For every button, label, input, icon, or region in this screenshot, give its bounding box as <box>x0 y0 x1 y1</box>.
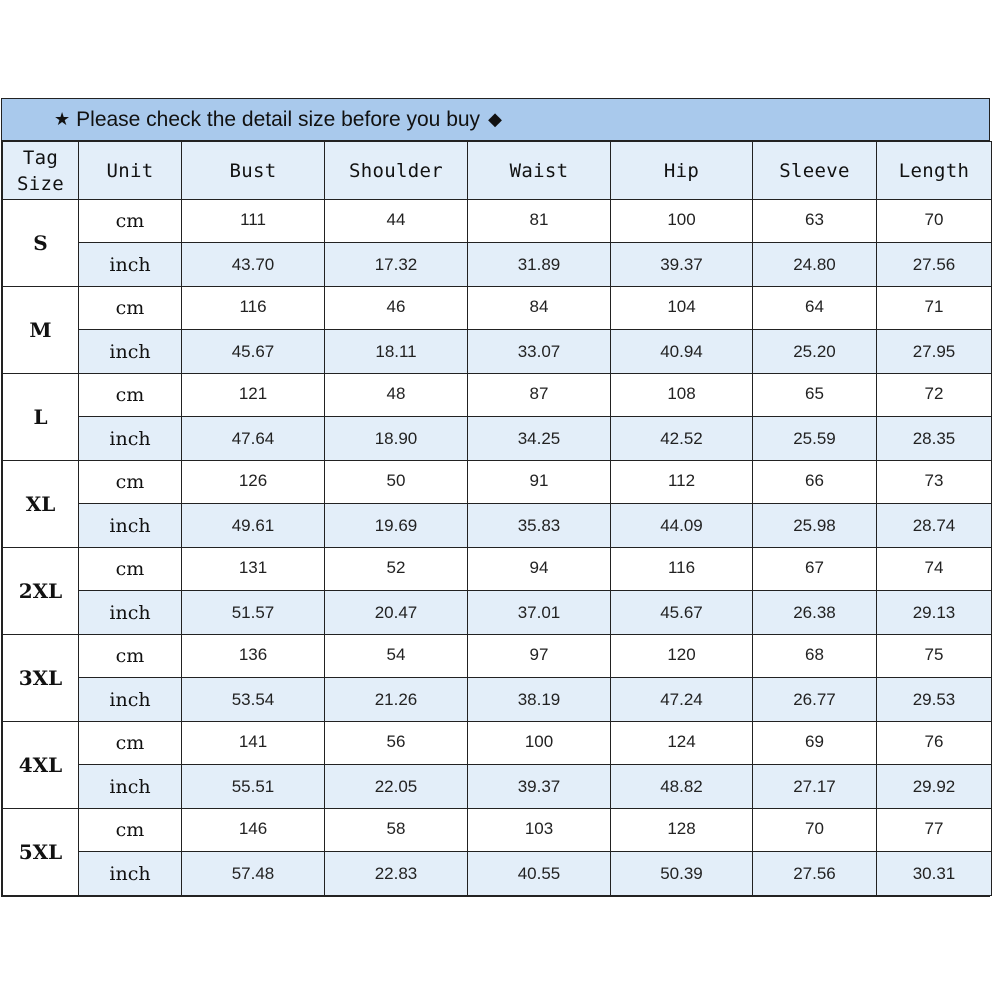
waist-value-cell: 31.89 <box>468 243 611 287</box>
table-row <box>3 504 992 548</box>
waist-value-cell: 91 <box>468 461 611 504</box>
header-length: Length <box>877 142 992 200</box>
unit-cell: inch <box>79 243 182 287</box>
length-value-cell: 71 <box>877 287 992 330</box>
bust-value-cell: 43.70 <box>182 243 325 287</box>
hip-value-cell: 104 <box>611 287 753 330</box>
unit-cell: inch <box>79 330 182 374</box>
bust-value-cell: 51.57 <box>182 591 325 635</box>
size-chart <box>1 98 990 897</box>
table-row <box>3 374 992 417</box>
header-tag-line2: Size <box>17 172 64 195</box>
bust-value-cell: 45.67 <box>182 330 325 374</box>
sleeve-value-cell: 69 <box>753 722 877 765</box>
bust-value-cell: 55.51 <box>182 765 325 809</box>
sleeve-value-cell: 25.59 <box>753 417 877 461</box>
bust-value-cell: 141 <box>182 722 325 765</box>
sleeve-value-cell: 25.20 <box>753 330 877 374</box>
shoulder-value-cell: 18.11 <box>325 330 468 374</box>
shoulder-value-cell: 19.69 <box>325 504 468 548</box>
unit-cell: cm <box>79 200 182 243</box>
waist-value-cell: 37.01 <box>468 591 611 635</box>
hip-value-cell: 47.24 <box>611 678 753 722</box>
sleeve-value-cell: 70 <box>753 809 877 852</box>
sleeve-value-cell: 63 <box>753 200 877 243</box>
bust-value-cell: 47.64 <box>182 417 325 461</box>
sleeve-value-cell: 27.17 <box>753 765 877 809</box>
bust-value-cell: 126 <box>182 461 325 504</box>
star-icon: ★ <box>54 109 71 129</box>
table-row <box>3 548 992 591</box>
size-tag-cell: 3XL <box>3 635 79 722</box>
length-value-cell: 29.92 <box>877 765 992 809</box>
shoulder-value-cell: 22.05 <box>325 765 468 809</box>
hip-value-cell: 124 <box>611 722 753 765</box>
table-row <box>3 635 992 678</box>
length-value-cell: 30.31 <box>877 852 992 896</box>
shoulder-value-cell: 21.26 <box>325 678 468 722</box>
unit-cell: cm <box>79 374 182 417</box>
bust-value-cell: 49.61 <box>182 504 325 548</box>
header-tag-size <box>3 142 79 200</box>
diamond-icon: ◆ <box>488 109 502 129</box>
waist-value-cell: 84 <box>468 287 611 330</box>
shoulder-value-cell: 48 <box>325 374 468 417</box>
shoulder-value-cell: 52 <box>325 548 468 591</box>
sleeve-value-cell: 64 <box>753 287 877 330</box>
hip-value-cell: 120 <box>611 635 753 678</box>
header-row <box>3 142 992 200</box>
hip-value-cell: 128 <box>611 809 753 852</box>
waist-value-cell: 34.25 <box>468 417 611 461</box>
table-row <box>3 678 992 722</box>
shoulder-value-cell: 58 <box>325 809 468 852</box>
table-row <box>3 330 992 374</box>
waist-value-cell: 103 <box>468 809 611 852</box>
length-value-cell: 27.56 <box>877 243 992 287</box>
length-value-cell: 73 <box>877 461 992 504</box>
sleeve-value-cell: 68 <box>753 635 877 678</box>
waist-value-cell: 81 <box>468 200 611 243</box>
waist-value-cell: 100 <box>468 722 611 765</box>
size-tag-cell: 5XL <box>3 809 79 896</box>
sleeve-value-cell: 26.77 <box>753 678 877 722</box>
unit-cell: cm <box>79 635 182 678</box>
bust-value-cell: 111 <box>182 200 325 243</box>
bust-value-cell: 136 <box>182 635 325 678</box>
length-value-cell: 74 <box>877 548 992 591</box>
shoulder-value-cell: 56 <box>325 722 468 765</box>
hip-value-cell: 112 <box>611 461 753 504</box>
sleeve-value-cell: 67 <box>753 548 877 591</box>
header-waist: Waist <box>468 142 611 200</box>
sleeve-value-cell: 66 <box>753 461 877 504</box>
length-value-cell: 77 <box>877 809 992 852</box>
hip-value-cell: 44.09 <box>611 504 753 548</box>
sleeve-value-cell: 25.98 <box>753 504 877 548</box>
waist-value-cell: 40.55 <box>468 852 611 896</box>
bust-value-cell: 146 <box>182 809 325 852</box>
header-tag-line1: Tag <box>22 146 59 169</box>
size-tag-cell: L <box>3 374 79 461</box>
length-value-cell: 29.13 <box>877 591 992 635</box>
hip-value-cell: 39.37 <box>611 243 753 287</box>
sleeve-value-cell: 24.80 <box>753 243 877 287</box>
table-row <box>3 722 992 765</box>
unit-cell: inch <box>79 504 182 548</box>
unit-cell: inch <box>79 417 182 461</box>
shoulder-value-cell: 22.83 <box>325 852 468 896</box>
header-shoulder: Shoulder <box>325 142 468 200</box>
length-value-cell: 28.35 <box>877 417 992 461</box>
header-hip: Hip <box>611 142 753 200</box>
hip-value-cell: 116 <box>611 548 753 591</box>
size-table <box>2 141 992 896</box>
shoulder-value-cell: 44 <box>325 200 468 243</box>
shoulder-value-cell: 46 <box>325 287 468 330</box>
header-bust: Bust <box>182 142 325 200</box>
waist-value-cell: 38.19 <box>468 678 611 722</box>
hip-value-cell: 108 <box>611 374 753 417</box>
unit-cell: cm <box>79 461 182 504</box>
length-value-cell: 76 <box>877 722 992 765</box>
table-row <box>3 591 992 635</box>
table-row <box>3 765 992 809</box>
bust-value-cell: 53.54 <box>182 678 325 722</box>
bust-value-cell: 131 <box>182 548 325 591</box>
size-tag-cell: 4XL <box>3 722 79 809</box>
waist-value-cell: 87 <box>468 374 611 417</box>
bust-value-cell: 121 <box>182 374 325 417</box>
table-row <box>3 287 992 330</box>
unit-cell: inch <box>79 852 182 896</box>
shoulder-value-cell: 50 <box>325 461 468 504</box>
size-tag-cell: S <box>3 200 79 287</box>
size-tag-cell: M <box>3 287 79 374</box>
unit-cell: inch <box>79 591 182 635</box>
hip-value-cell: 45.67 <box>611 591 753 635</box>
sleeve-value-cell: 27.56 <box>753 852 877 896</box>
length-value-cell: 28.74 <box>877 504 992 548</box>
shoulder-value-cell: 17.32 <box>325 243 468 287</box>
length-value-cell: 27.95 <box>877 330 992 374</box>
shoulder-value-cell: 18.90 <box>325 417 468 461</box>
waist-value-cell: 35.83 <box>468 504 611 548</box>
shoulder-value-cell: 54 <box>325 635 468 678</box>
unit-cell: inch <box>79 765 182 809</box>
table-row <box>3 809 992 852</box>
size-table-body <box>3 200 992 896</box>
length-value-cell: 29.53 <box>877 678 992 722</box>
hip-value-cell: 48.82 <box>611 765 753 809</box>
unit-cell: cm <box>79 287 182 330</box>
bust-value-cell: 57.48 <box>182 852 325 896</box>
bust-value-cell: 116 <box>182 287 325 330</box>
size-tag-cell: 2XL <box>3 548 79 635</box>
table-row <box>3 852 992 896</box>
waist-value-cell: 97 <box>468 635 611 678</box>
length-value-cell: 72 <box>877 374 992 417</box>
sleeve-value-cell: 26.38 <box>753 591 877 635</box>
hip-value-cell: 100 <box>611 200 753 243</box>
size-chart-banner <box>2 99 989 141</box>
unit-cell: cm <box>79 722 182 765</box>
header-sleeve: Sleeve <box>753 142 877 200</box>
table-row <box>3 243 992 287</box>
unit-cell: inch <box>79 678 182 722</box>
hip-value-cell: 40.94 <box>611 330 753 374</box>
unit-cell: cm <box>79 548 182 591</box>
waist-value-cell: 39.37 <box>468 765 611 809</box>
table-row <box>3 461 992 504</box>
sleeve-value-cell: 65 <box>753 374 877 417</box>
banner-text: Please check the detail size before you buy <box>76 107 481 131</box>
shoulder-value-cell: 20.47 <box>325 591 468 635</box>
size-tag-cell: XL <box>3 461 79 548</box>
unit-cell: cm <box>79 809 182 852</box>
waist-value-cell: 94 <box>468 548 611 591</box>
waist-value-cell: 33.07 <box>468 330 611 374</box>
length-value-cell: 75 <box>877 635 992 678</box>
length-value-cell: 70 <box>877 200 992 243</box>
table-row <box>3 200 992 243</box>
header-unit: Unit <box>79 142 182 200</box>
hip-value-cell: 50.39 <box>611 852 753 896</box>
table-row <box>3 417 992 461</box>
hip-value-cell: 42.52 <box>611 417 753 461</box>
